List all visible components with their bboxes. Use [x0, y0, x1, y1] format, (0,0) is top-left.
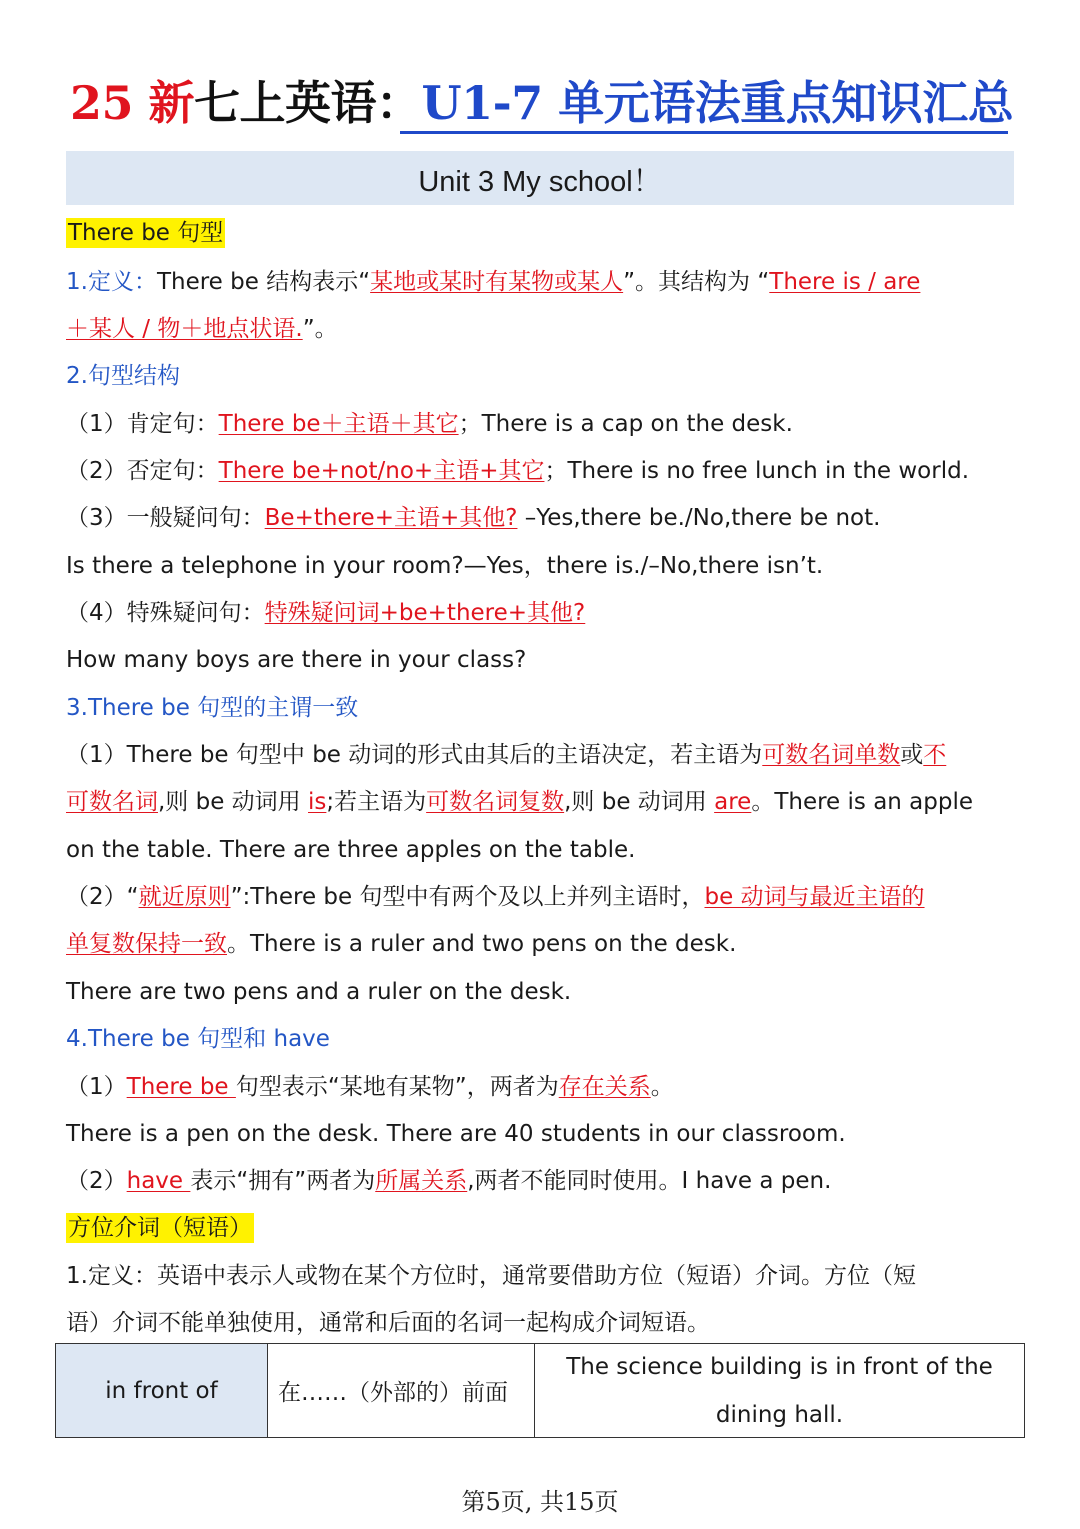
section-heading: 方位介词（短语）	[68, 1215, 252, 1241]
text-segment: 1.定义：英语中表示人或物在某个方位时，通常要借助方位（短语）介词。方位（短	[66, 1263, 916, 1289]
text-segment: ”。	[302, 316, 338, 342]
text-segment: There is a pen on the desk. There are 40 students in our classroom.	[66, 1121, 846, 1147]
title-part-2: 七上英语：	[194, 76, 422, 130]
text-segment: （1）There be 句型中 be 动词的形式由其后的主语决定，若主语为	[66, 742, 763, 768]
title-underline	[400, 131, 1008, 134]
key-phrase: ＋某人 / 物＋地点状语.	[66, 316, 303, 342]
text-segment: ；There is no free lunch in the world.	[544, 458, 970, 484]
text-line	[66, 498, 880, 538]
text-line	[66, 404, 793, 444]
text-segment: （2）	[66, 1168, 127, 1194]
page-footer: 第5页, 共15页	[461, 1488, 619, 1516]
text-line	[66, 877, 925, 917]
text-segment: There are two pens and a ruler on the desk.	[66, 979, 572, 1005]
key-phrase: be 动词与最近主语的	[704, 884, 925, 910]
key-phrase: There be+not/no+主语+其它	[218, 458, 545, 484]
text-segment: ”。其结构为 “	[623, 269, 770, 295]
text-segment: （3）一般疑问句：	[66, 505, 265, 531]
key-phrase: 特殊疑问词+be+there+其他?	[264, 600, 586, 626]
text-line	[66, 972, 571, 1012]
text-line	[66, 1208, 254, 1248]
table-example-line-2: dining hall.	[715, 1401, 844, 1428]
table-cell-meaning: 在……（外部的）前面	[268, 1344, 535, 1437]
text-segment: ；There is a cap on the desk.	[458, 411, 793, 437]
page-title	[70, 72, 1020, 134]
key-phrase: 不	[923, 742, 947, 768]
key-phrase: Be+there+主语+其他?	[264, 505, 518, 531]
key-phrase: 可数名词复数	[426, 789, 565, 815]
key-phrase: 所属关系	[375, 1168, 468, 1194]
title-part-3: U1-7 单元语法重点知识汇总	[421, 76, 1014, 130]
text-line	[66, 1256, 916, 1296]
text-segment: （4）特殊疑问句：	[66, 600, 265, 626]
text-segment: 。	[650, 1074, 674, 1100]
text-line	[66, 451, 969, 491]
text-line	[66, 688, 358, 728]
text-line	[66, 1161, 831, 1201]
text-segment: （1）	[66, 1074, 127, 1100]
text-line	[66, 924, 736, 964]
sub-heading: 2.句型结构	[66, 363, 180, 389]
text-segment: （1）肯定句：	[66, 411, 219, 437]
table-cell-phrase: in front of	[56, 1344, 268, 1437]
table-cell-example	[535, 1344, 1024, 1437]
text-line	[66, 309, 338, 349]
key-phrase: have	[126, 1168, 191, 1194]
sub-heading: 3.There be 句型的主谓一致	[66, 695, 359, 721]
key-phrase: are	[714, 789, 752, 815]
key-phrase: 就近原则	[138, 884, 231, 910]
text-segment: There be 结构表示“	[156, 269, 371, 295]
text-segment: ,则 be 动词用	[158, 789, 308, 815]
text-line	[66, 1019, 330, 1059]
text-segment: ,则 be 动词用	[564, 789, 715, 815]
key-phrase: 可数名词单数	[762, 742, 901, 768]
sub-heading: 1.定义：	[66, 269, 157, 295]
sub-heading: 4.There be 句型和 have	[66, 1026, 330, 1052]
text-line	[66, 262, 920, 302]
text-segment: Is there a telephone in your room?—Yes，there is./–No,there isn’t.	[66, 553, 824, 579]
text-line	[66, 593, 585, 633]
text-line	[66, 1067, 674, 1107]
text-segment: –Yes,there be./No,there be not.	[517, 505, 881, 531]
text-segment: ”:There be 句型中有两个及以上并列主语时，	[230, 884, 705, 910]
table-example-line-1: The science building is in front of the	[566, 1353, 993, 1380]
unit-banner: Unit 3 My school！	[66, 151, 1014, 205]
text-line	[66, 735, 946, 775]
text-segment: 表示“拥有”两者为	[190, 1168, 376, 1194]
text-line	[66, 213, 225, 253]
text-segment: How many boys are there in your class?	[66, 647, 527, 673]
text-segment: （2）“	[66, 884, 139, 910]
text-segment: 。There is an apple	[751, 789, 974, 815]
key-phrase: is	[308, 789, 327, 815]
text-segment: 语）介词不能单独使用，通常和后面的名词一起构成介词短语。	[66, 1310, 710, 1336]
key-phrase: There be	[126, 1074, 236, 1100]
text-segment: 。There is a ruler and two pens on the desk.	[227, 931, 737, 957]
preposition-table	[55, 1343, 1025, 1438]
text-line	[66, 546, 823, 586]
text-segment: on the table. There are three apples on the table.	[66, 837, 636, 863]
text-segment: 或	[900, 742, 924, 768]
text-line	[66, 830, 635, 870]
key-phrase: 单复数保持一致	[66, 931, 227, 957]
key-phrase: There be＋主语＋其它	[218, 411, 459, 437]
text-line	[66, 1303, 710, 1343]
key-phrase: 可数名词	[66, 789, 158, 815]
key-phrase: 某地或某时有某物或某人	[370, 269, 624, 295]
text-line	[66, 356, 180, 396]
key-phrase: 存在关系	[558, 1074, 651, 1100]
text-line	[66, 1114, 846, 1154]
text-segment: 句型表示“某地有某物”，两者为	[235, 1074, 559, 1100]
title-part-1: 25 新	[70, 76, 195, 130]
text-segment: ;若主语为	[326, 789, 427, 815]
key-phrase: There is / are	[769, 269, 921, 295]
text-line	[66, 640, 526, 680]
text-line	[66, 782, 973, 822]
text-segment: （2）否定句：	[66, 458, 219, 484]
text-segment: ,两者不能同时使用。I have a pen.	[467, 1168, 832, 1194]
section-heading: There be 句型	[68, 220, 224, 246]
